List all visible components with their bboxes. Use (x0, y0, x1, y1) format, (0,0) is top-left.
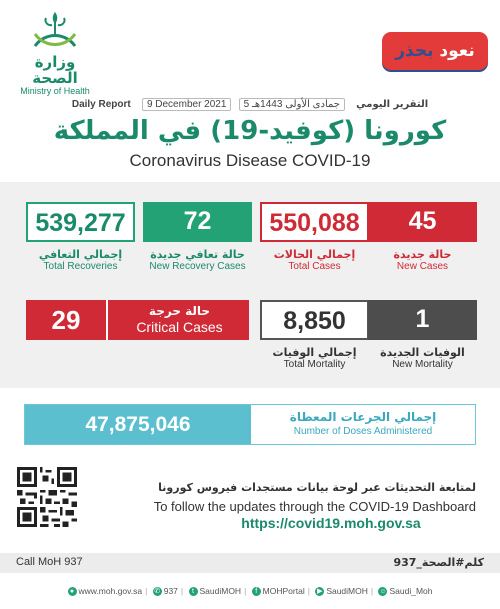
daily-report-ar: التقرير اليومي (356, 99, 429, 110)
report-header (0, 0, 500, 180)
stats-panel (0, 182, 500, 388)
call-bar (0, 553, 500, 573)
doses-label-en: Number of Doses Administered (293, 426, 433, 437)
stat-new-mortality (368, 300, 477, 371)
slogan-badge (382, 32, 488, 70)
date-hijri: 5 جمادى الأولى 1443هـ (239, 98, 345, 111)
globe-icon: ● (68, 587, 77, 596)
stat-new-recovery (143, 202, 252, 273)
footer-twitter[interactable] (189, 586, 242, 596)
total-recoveries-label-ar: إجمالي التعافي (38, 248, 123, 261)
daily-report-en: Daily Report (71, 99, 131, 110)
critical-cases-label (110, 300, 249, 340)
call-moh: Call MoH 937 (16, 556, 83, 568)
footer-website[interactable] (68, 586, 143, 596)
youtube-icon: ▶ (317, 588, 323, 596)
footer-snapchat[interactable] (378, 586, 432, 596)
dashboard-link[interactable]: https://covid19.moh.gov.sa (241, 515, 421, 531)
footer-twitter-text: SaudiMOH (199, 586, 242, 596)
footer-youtube[interactable] (315, 586, 368, 596)
page-title-ar: كورونا (كوفيد-19) في المملكة (53, 116, 447, 146)
follow-text-en: To follow the updates through the COVID-19 Dashboard (153, 499, 476, 514)
moh-name-ar: وزارة الصحة (32, 53, 78, 87)
slogan-part1: نعود (433, 41, 475, 61)
stat-total-recoveries (26, 202, 135, 273)
footer-links: ● www.moh.gov.sa | ✆ 937 | t SaudiMOH | f MOHPortal | ▶ SaudiMOH | ☺ Saudi_Moh (0, 586, 500, 602)
critical-cases-label-ar: حالة حرجة (148, 304, 211, 318)
stat-new-cases (368, 202, 477, 273)
footer-website-text: www.moh.gov.sa (78, 586, 143, 596)
new-mortality-label-ar: الوفيات الجديدة (380, 346, 465, 359)
daily-report-row (0, 98, 500, 114)
total-recoveries-value: 539,277 (26, 202, 135, 242)
new-cases-value: 45 (368, 202, 477, 242)
footer-youtube-text: SaudiMOH (326, 586, 368, 596)
new-recovery-value: 72 (143, 202, 252, 242)
new-mortality-label-en: New Mortality (392, 359, 453, 370)
total-recoveries-label-en: Total Recoveries (43, 261, 118, 272)
new-mortality-value: 1 (368, 300, 477, 340)
doses-label (251, 405, 475, 444)
call-moh-ar: كلم#الصحة_937 (393, 556, 484, 569)
footer-portal-text: MOHPortal (262, 586, 305, 596)
slogan-part2: بحذر (395, 41, 434, 61)
stat-critical-cases (26, 300, 249, 340)
total-cases-label-en: Total Cases (288, 261, 341, 272)
portal-icon: f (252, 587, 261, 596)
stat-total-mortality (260, 300, 369, 371)
total-mortality-label-en: Total Mortality (283, 359, 346, 370)
twitter-icon: t (189, 587, 198, 596)
page-title-en: Coronavirus Disease COVID-19 (129, 151, 371, 170)
moh-logo-icon (30, 8, 80, 54)
snapchat-icon: ☺ (379, 588, 387, 596)
footer-phone-text: 937 (163, 586, 178, 596)
critical-cases-value: 29 (26, 300, 108, 340)
stat-total-cases (260, 202, 369, 273)
total-cases-label-ar: إجمالي الحالات (273, 248, 356, 261)
total-cases-value: 550,088 (260, 202, 369, 242)
new-recovery-label-ar: حالة تعافي جديدة (150, 248, 245, 261)
moh-logo (10, 8, 100, 96)
new-recovery-label-en: New Recovery Cases (149, 261, 246, 272)
qr-code-icon[interactable] (17, 467, 77, 527)
date-gregorian: 9 December 2021 (142, 98, 232, 111)
new-cases-label-en: New Cases (396, 261, 449, 272)
doses-label-ar: إجمالي الجرعات المعطاة (289, 410, 437, 424)
doses-value: 47,875,046 (25, 405, 251, 444)
footer-phone[interactable] (153, 586, 178, 596)
phone-icon: ✆ (154, 588, 161, 596)
moh-name-en: Ministry of Health (20, 86, 90, 96)
footer-portal[interactable] (252, 586, 305, 596)
total-mortality-value: 8,850 (260, 300, 369, 340)
doses-administered (24, 404, 476, 445)
critical-cases-label-en: Critical Cases (136, 319, 223, 335)
total-mortality-label-ar: إجمالي الوفيات (272, 346, 357, 359)
footer-snapchat-text: Saudi_Moh (389, 586, 433, 596)
follow-text-ar: لمتابعة التحديثات عبر لوحة بيانات مستجدات فيروس كورونا (158, 481, 476, 494)
new-cases-label-ar: حالة جديدة (393, 248, 452, 261)
